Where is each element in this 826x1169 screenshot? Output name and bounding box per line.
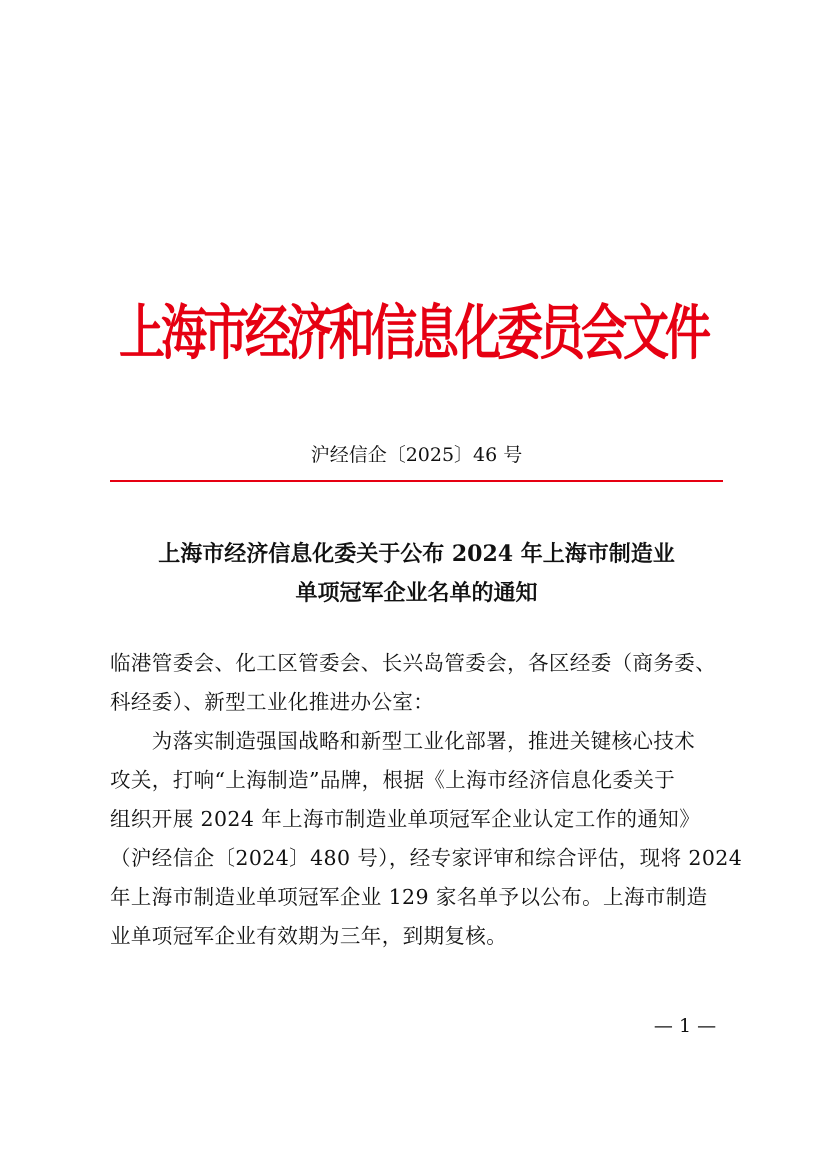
body-line: （沪经信企〔2024〕480 号），经专家评审和综合评估，现将 2024: [110, 846, 743, 870]
body-line: 科经委）、新型工业化推进办公室：: [110, 690, 435, 714]
notice-title-line: 上海市经济信息化委关于公布 2024 年上海市制造业: [158, 541, 675, 567]
issuer-title: 上海市经济和信息化委员会文件: [119, 297, 707, 368]
page-number: — 1 —: [653, 1015, 717, 1037]
notice-title-line: 单项冠军企业名单的通知: [295, 580, 538, 606]
body-line: 为落实制造强国战略和新型工业化部署，推进关键核心技术: [110, 729, 696, 753]
doc-number: 沪经信企〔2025〕46 号: [310, 444, 523, 466]
body-line: 临港管委会、化工区管委会、长兴岛管委会，各区经委（商务委、: [110, 651, 717, 675]
body-line: 组织开展 2024 年上海市制造业单项冠军企业认定工作的通知》: [110, 807, 701, 831]
body-line: 业单项冠军企业有效期为三年，到期复核。: [110, 924, 508, 948]
red-divider: [110, 480, 723, 482]
body-line: 攻关，打响“上海制造”品牌，根据《上海市经济信息化委关于: [110, 768, 676, 792]
body-line: 年上海市制造业单项冠军企业 129 家名单予以公布。上海市制造: [110, 885, 708, 909]
